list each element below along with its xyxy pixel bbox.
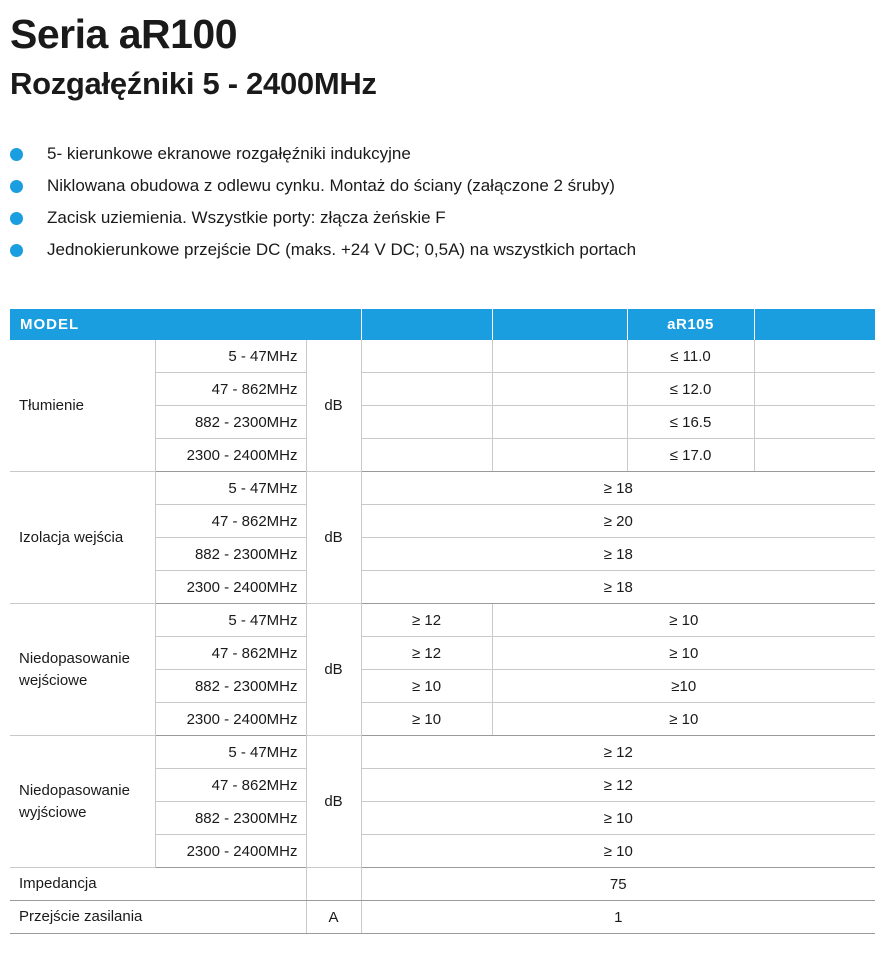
empty-cell [492,373,627,406]
freq-cell: 882 - 2300MHz [155,670,306,703]
value-cell: ≥ 10 [361,802,875,835]
value-cell: ≥10 [492,670,875,703]
freq-cell: 2300 - 2400MHz [155,571,306,604]
unit-cell: dB [306,472,361,604]
value-cell: ≥ 12 [361,637,492,670]
page-subtitle: Rozgałęźniki 5 - 2400MHz [10,66,377,101]
value-cell: 1 [361,901,875,934]
table-header-row [10,309,875,340]
empty-cell [754,439,875,472]
bullet-dot-icon [10,180,23,193]
value-cell: ≥ 10 [361,835,875,868]
feature-item [10,140,636,172]
header-ar105: aR105 [627,309,754,340]
param-izolacja: Izolacja wejścia [10,472,155,604]
param-niedop-we: Niedopasowanie wejściowe [10,604,155,736]
value-cell: ≥ 12 [361,736,875,769]
feature-text: Niklowana obudowa z odlewu cynku. Montaż do ściany (załączone 2 śruby) [47,176,615,195]
freq-cell: 2300 - 2400MHz [155,439,306,472]
empty-cell [492,439,627,472]
freq-cell: 5 - 47MHz [155,604,306,637]
table-row [10,340,875,373]
feature-item [10,204,636,236]
table-row [10,736,875,769]
empty-cell [754,406,875,439]
param-niedop-wy: Niedopasowanie wyjściowe [10,736,155,868]
feature-item [10,172,636,204]
freq-cell: 47 - 862MHz [155,373,306,406]
unit-cell: dB [306,604,361,736]
empty-cell [754,373,875,406]
freq-cell: 5 - 47MHz [155,736,306,769]
freq-cell: 2300 - 2400MHz [155,703,306,736]
header-empty [361,309,492,340]
freq-cell: 882 - 2300MHz [155,406,306,439]
bullet-dot-icon [10,244,23,257]
page-title: Seria aR100 [10,11,238,57]
feature-text: Zacisk uziemienia. Wszystkie porty: złącza żeńskie F [47,208,446,227]
value-cell: ≥ 10 [361,670,492,703]
param-tlumienie: Tłumienie [10,340,155,472]
value-cell: ≤ 17.0 [627,439,754,472]
spec-table [10,309,875,934]
value-cell: 75 [361,868,875,901]
table-row [10,868,875,901]
header-empty [492,309,627,340]
freq-cell: 882 - 2300MHz [155,802,306,835]
freq-cell: 5 - 47MHz [155,472,306,505]
feature-item [10,236,636,268]
unit-cell [306,868,361,901]
freq-cell: 2300 - 2400MHz [155,835,306,868]
value-cell: ≥ 10 [361,703,492,736]
value-cell: ≥ 10 [492,604,875,637]
unit-cell: dB [306,736,361,868]
freq-cell: 47 - 862MHz [155,769,306,802]
value-cell: ≤ 11.0 [627,340,754,373]
bullet-dot-icon [10,148,23,161]
value-cell: ≥ 10 [492,637,875,670]
header-empty [754,309,875,340]
empty-cell [754,340,875,373]
table-row [10,901,875,934]
feature-text: 5- kierunkowe ekranowe rozgałęźniki indukcyjne [47,144,411,163]
value-cell: ≤ 16.5 [627,406,754,439]
freq-cell: 5 - 47MHz [155,340,306,373]
param-impedancja: Impedancja [10,868,306,901]
param-zasilanie: Przejście zasilania [10,901,306,934]
empty-cell [492,340,627,373]
value-cell: ≥ 12 [361,604,492,637]
value-cell: ≥ 18 [361,571,875,604]
header-model: MODEL [10,309,361,340]
bullet-dot-icon [10,212,23,225]
freq-cell: 47 - 862MHz [155,637,306,670]
table-row [10,604,875,637]
value-cell: ≥ 12 [361,769,875,802]
feature-text: Jednokierunkowe przejście DC (maks. +24 V DC; 0,5A) na wszystkich portach [47,240,637,259]
feature-list [10,140,636,268]
freq-cell: 47 - 862MHz [155,505,306,538]
value-cell: ≥ 18 [361,472,875,505]
freq-cell: 882 - 2300MHz [155,538,306,571]
value-cell: ≥ 20 [361,505,875,538]
value-cell: ≤ 12.0 [627,373,754,406]
value-cell: ≥ 10 [492,703,875,736]
unit-cell: A [306,901,361,934]
unit-cell: dB [306,340,361,472]
empty-cell [361,373,492,406]
empty-cell [361,340,492,373]
empty-cell [361,439,492,472]
table-row [10,472,875,505]
empty-cell [361,406,492,439]
empty-cell [492,406,627,439]
value-cell: ≥ 18 [361,538,875,571]
